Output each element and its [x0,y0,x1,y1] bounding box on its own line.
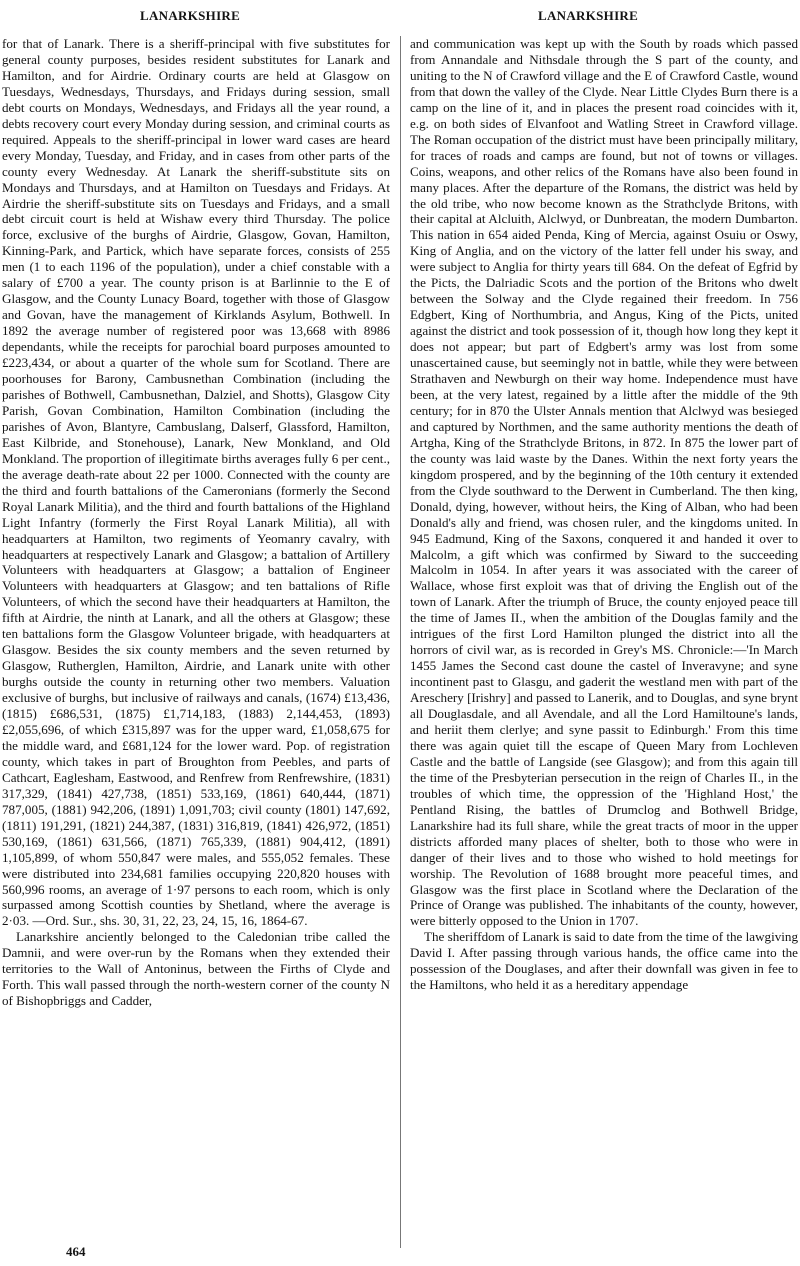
running-head-left: LANARKSHIRE [140,8,241,23]
left-column [2,36,390,1009]
paragraph-history: and communication was kept up with the South by roads which passed from Annandale and Nithsdale through the S part of the county, and uniting to the N of Crawford village and the E of Crawford Castle, wound from that down the valley of the Clyde. Near Little Clydes Burn there is a camp on the line of it, and in places the present road coincides with it, e.g. on both sides of Elvanfoot and Watling Street in Crawford village. The Roman occupation of the district must have been principally military, for traces of roads and camps are found, but not of towns or villages. Coins, weapons, and other relics of the Romans have also been found in many places. After the departure of the Romans, the district was held by the old tribe, who now become known as the Strathclyde Britons, with their capital at Alcluith, Alclwyd, or Dunbreatan, the modern Dumbarton. This nation in 654 aided Penda, King of Mercia, against Osuiu or Oswy, King of Anglia, and on the victory of the latter fell under his sway, and were subject to Anglia for thirty years till 684. On the defeat of Egfrid by the Picts, the Dalriadic Scots and the portion of the Britons who dwelt between the Solway and the Clyde regained their freedom. In 756 Edgbert, King of Northumbria, and Angus, King of the Picts, united against the district and took possession of it, though how long they kept it does not appear; but part of Edgbert's army was lost from some unascertained cause, but seemingly not in battle, while they were between Strathaven and Newburgh on their way home. Independence must have been, at the very latest, regained by a little after the middle of the 9th century; for in 870 the Ulster Annals mention that Alclwyd was besieged and captured by Northmen, and the same authority mentions the death of Artgha, King of the Strathclyde Britons, in 872. In 875 the lower part of the county was laid waste by the Danes. Within the next forty years the kingdom prospered, and by the beginning of the 10th century it extended from the Clyde southward to the Derwent in Cumberland. The then king, Donald, dying, however, without heirs, the King of Alban, who had been Donald's ally and friend, was chosen ruler, and the kingdoms united. In 945 Eadmund, King of the Saxons, conquered it and handed it over to Malcolm, a gift which was confirmed by Siward to the succeeding Malcolm in 1054. In after years it was associated with the career of Wallace, whose first exploit was that of driving the English out of the town of Lanark. After the triumph of Bruce, the county enjoyed peace till the time of James II., when the ambition of the Douglas family and the intrigues of the first Lord Hamilton plunged the district into all the horrors of civil war, as is recorded in Grey's MS. Chronicle:—'In March 1455 James the Second cast doune the castel of Inveravyne; and syne incontinent past to Glasgu, and gaderit the westland men with part of the Areschery [Irishry] and passed to Lanerik, and to Douglas, and syne brynt all Douglasdale, and all Avendale, and all the Lord Hamiltoune's lands, and heriit them clerlye; and syne passit to Edinburgh.' From this time there was again quiet till the escape of Queen Mary from Lochleven Castle and the battle of Langside (see Glasgow); and from this again till the time of the Presbyterian persecution in the reign of Charles II., in the troubles of which time, the oppression of the 'Highland Host,' the Pentland Rising, the battles of Drumclog and Bothwell Bridge, Lanarkshire had its full share, while the great tracts of moor in the upper districts afforded many places of shelter, both to those who were in danger of their lives and to those who wished to hold meetings for worship. The Revolution of 1688 brought more peaceful times, and Glasgow was the first place in Scotland where the Declaration of the Prince of Orange was published. The inhabitants of the county, however, were bitterly opposed to the Union in 1707. [410,36,798,929]
right-column [410,36,798,993]
column-divider [400,36,401,1248]
paragraph-sheriffdom: The sheriffdom of Lanark is said to date from the time of the lawgiving David I. After passing through various hands, the office came into the possession of the Douglases, and after their downfall was given in fee to the Hamiltons, who held it as a hereditary appendage [410,929,798,993]
running-head-right: LANARKSHIRE [538,8,639,23]
paragraph-history-intro: Lanarkshire anciently belonged to the Caledonian tribe called the Damnii, and were over-run by the Romans when they extended their territories to the Wall of Antoninus, between the Firths of Clyde and Forth. This wall passed through the north-western corner of the county N of Bishopbriggs and Cadder, [2,929,390,1009]
paragraph-administration: for that of Lanark. There is a sheriff-principal with five substitutes for general county purposes, besides resident substitutes for Lanark and Hamilton, and for Airdrie. Ordinary courts are held at Glasgow on Tuesdays, Wednesdays, Thursdays, and Fridays during session, small debt courts on Mondays, Wednesdays, and Fridays all the year round, a debts recovery court every Monday during session, and criminal courts as required. Appeals to the sheriff-principal in lower ward cases are heard every Monday, Tuesday, and Friday, and in cases from other parts of the county every Wednesday. At Lanark the sheriff-substitute sits on Mondays and Thursdays, and at Hamilton on Tuesdays and Fridays. At Airdrie the sheriff-substitute sits on Tuesdays and Fridays, and a small debt circuit court is held at Wishaw every third Thursday. The police force, exclusive of the burghs of Airdrie, Glasgow, Govan, Hamilton, Kinning-Park, and Partick, which have separate forces, consists of 255 men (1 to each 1196 of the population), under a chief constable with a salary of £700 a year. The county prison is at Barlinnie to the E of Glasgow, and the County Lunacy Board, together with those of Glasgow and Govan, have the management of Kirklands Asylum, Bothwell. In 1892 the average number of registered poor was 13,668 with 8986 dependants, while the receipts for parochial board purposes amounted to £223,434, or about a quarter of the whole sum for Scotland. There are poorhouses for Barony, Cambusnethan Combination (including the parishes of Bothwell, Cambusnethan, Dalziel, and Shotts), Glasgow City Parish, Govan Combination, Hamilton Combination (including the parishes of Avon, Blantyre, Cambuslang, Dalserf, Glassford, Hamilton, East Kilbride, and Stonehouse), Lanark, New Monkland, and Old Monkland. The proportion of illegitimate births averages fully 6 per cent., the average death-rate about 22 per 1000. Connected with the county are the third and fourth battalions of the Cameronians (formerly the Second Royal Lanark Militia), and the third and fourth battalions of the Highland Light Infantry (formerly the First Royal Lanark Militia), all with headquarters at Hamilton, two regiments of Yeomanry cavalry, with headquarters at respectively Lanark and Glasgow; a battalion of Artillery Volunteers with headquarters at Glasgow; a battalion of Engineer Volunteers with headquarters at Glasgow; and ten battalions of Rifle Volunteers, of which the second have their headquarters at Hamilton, the fifth at Airdrie, the ninth at Lanark, and all the others at Glasgow; these ten battalions form the Glasgow Volunteer brigade, with headquarters at Glasgow. Besides the six county members and the seven returned by Glasgow, Rutherglen, Hamilton, Airdrie, and Lanark unite with other burghs outside the county in returning other two members. Valuation exclusive of burghs, but inclusive of railways and canals, (1674) £13,436, (1815) £686,531, (1875) £1,714,183, (1883) 2,144,453, (1893) £2,055,696, of which £315,897 was for the upper ward, £1,058,675 for the middle ward, and £681,124 for the lower ward. Pop. of registration county, which takes in part of Broughton from Peebles, and parts of Cathcart, Eaglesham, Eastwood, and Renfrew from Renfrewshire, (1831) 317,329, (1841) 427,738, (1851) 533,169, (1861) 640,444, (1871) 787,005, (1881) 942,206, (1891) 1,091,703; civil county (1801) 147,692, (1811) 191,291, (1821) 244,387, (1831) 316,819, (1841) 426,972, (1851) 530,169, (1861) 631,566, (1871) 765,339, (1881) 904,412, (1891) 1,105,899, of whom 550,847 were males, and 555,052 females. These were distributed into 234,681 families occupying 220,820 houses with 560,996 rooms, an average of 1·97 persons to each room, which is only surpassed among Scottish counties by Shetland, where the average is 2·03. —Ord. Sur., shs. 30, 31, 22, 23, 24, 15, 16, 1864-67. [2,36,390,929]
page-number: 464 [66,1244,86,1259]
